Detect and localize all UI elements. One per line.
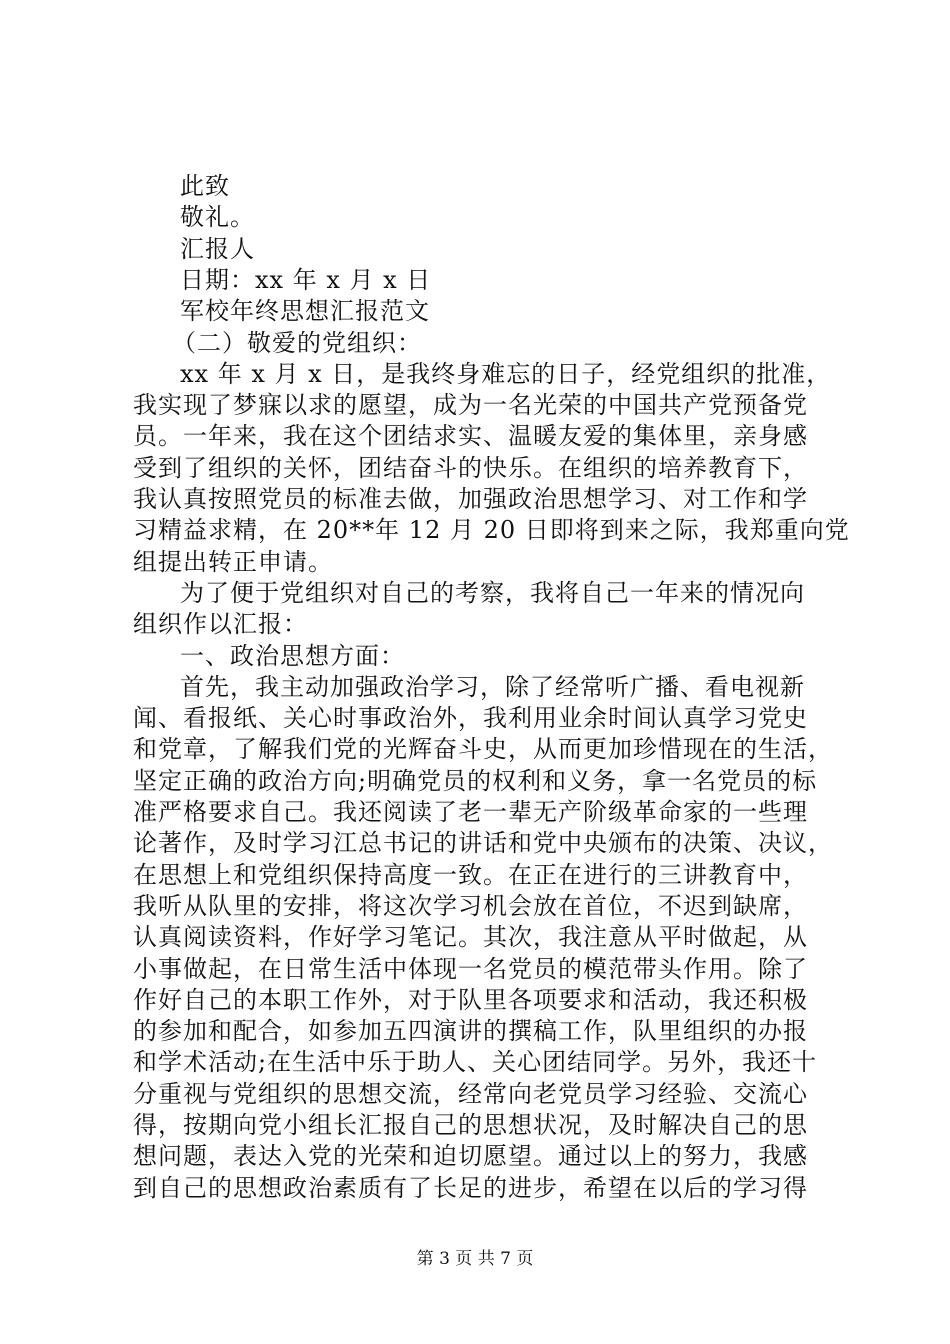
section-heading: 一、政治思想方面： [180,641,405,670]
text-line-2: 敬礼。 [180,203,255,232]
paragraph-line: 首先，我主动加强政治学习，除了经常听广播、看电视新 [180,672,805,701]
paragraph-line: 我听从队里的安排，将这次学习机会放在首位，不迟到缺席， [133,891,808,920]
paragraph-line: 认真阅读资料，作好学习笔记。其次，我注意从平时做起，从 [133,923,808,952]
paragraph-line: 得，按期向党小组长汇报自己的思想状况，及时解决自己的思 [133,1111,808,1139]
paragraph-line: 作好自己的本职工作外，对于队里各项要求和活动，我还积极 [133,985,808,1014]
paragraph-line: 在思想上和党组织保持高度一致。在正在进行的三讲教育中， [133,860,808,889]
paragraph-line: 受到了组织的关怀，团结奋斗的快乐。在组织的培养教育下， [133,453,808,482]
paragraph-line: 我认真按照党员的标准去做，加强政治思想学习、对工作和学 [133,485,808,513]
paragraph-line: 组提出转正申请。 [133,547,333,576]
paragraph-line: 我实现了梦寐以求的愿望，成为一名光荣的中国共产党预备党 [133,391,808,420]
page-number-footer: 第 3 页 共 7 页 [416,1249,534,1269]
paragraph-line: 小事做起，在日常生活中体现一名党员的模范带头作用。除了 [133,954,808,983]
paragraph-line: xx 年 x 月 x 日，是我终身难忘的日子，经党组织的批准， [180,359,832,388]
paragraph-line: 分重视与党组织的思想交流，经常向老党员学习经验、交流心 [133,1079,808,1108]
paragraph-line: 坚定正确的政治方向;明确党员的权利和义务，拿一名党员的标 [133,766,818,795]
paragraph-line: 员。一年来，我在这个团结求实、温暖友爱的集体里，亲身感 [133,422,808,451]
paragraph-line: 习精益求精，在 20**年 12 月 20 日即将到来之际，我郑重向党 [133,516,850,545]
paragraph-line: 闻、看报纸、关心时事政治外，我利用业余时间认真学习党史 [133,704,808,733]
text-line-3: 汇报人 [180,234,255,263]
paragraph-line: 组织作以汇报： [133,610,308,639]
paragraph-line: 想问题，表达入党的光荣和迫切愿望。通过以上的努力，我感 [133,1142,808,1171]
document-title: 军校年终思想汇报范文 [180,297,430,326]
paragraph-line: 论著作，及时学习江总书记的讲话和党中央颁布的决策、决议， [133,829,833,858]
paragraph-line: 和学术活动;在生活中乐于助人、关心团结同学。另外，我还十 [133,1048,818,1077]
paragraph-line: 的参加和配合，如参加五四演讲的撰稿工作，队里组织的办报 [133,1017,808,1046]
salutation: （二）敬爱的党组织： [172,328,422,357]
text-line-4: 日期：xx 年 x 月 x 日 [180,265,432,294]
paragraph-line: 为了便于党组织对自己的考察，我将自己一年来的情况向 [180,578,805,607]
paragraph-line: 准严格要求自己。我还阅读了老一辈无产阶级革命家的一些理 [133,798,808,826]
paragraph-line: 和党章，了解我们党的光辉奋斗史，从而更加珍惜现在的生活， [133,735,833,764]
text-line-1: 此致 [180,172,230,200]
paragraph-line: 到自己的思想政治素质有了长足的进步，希望在以后的学习得 [133,1173,808,1202]
